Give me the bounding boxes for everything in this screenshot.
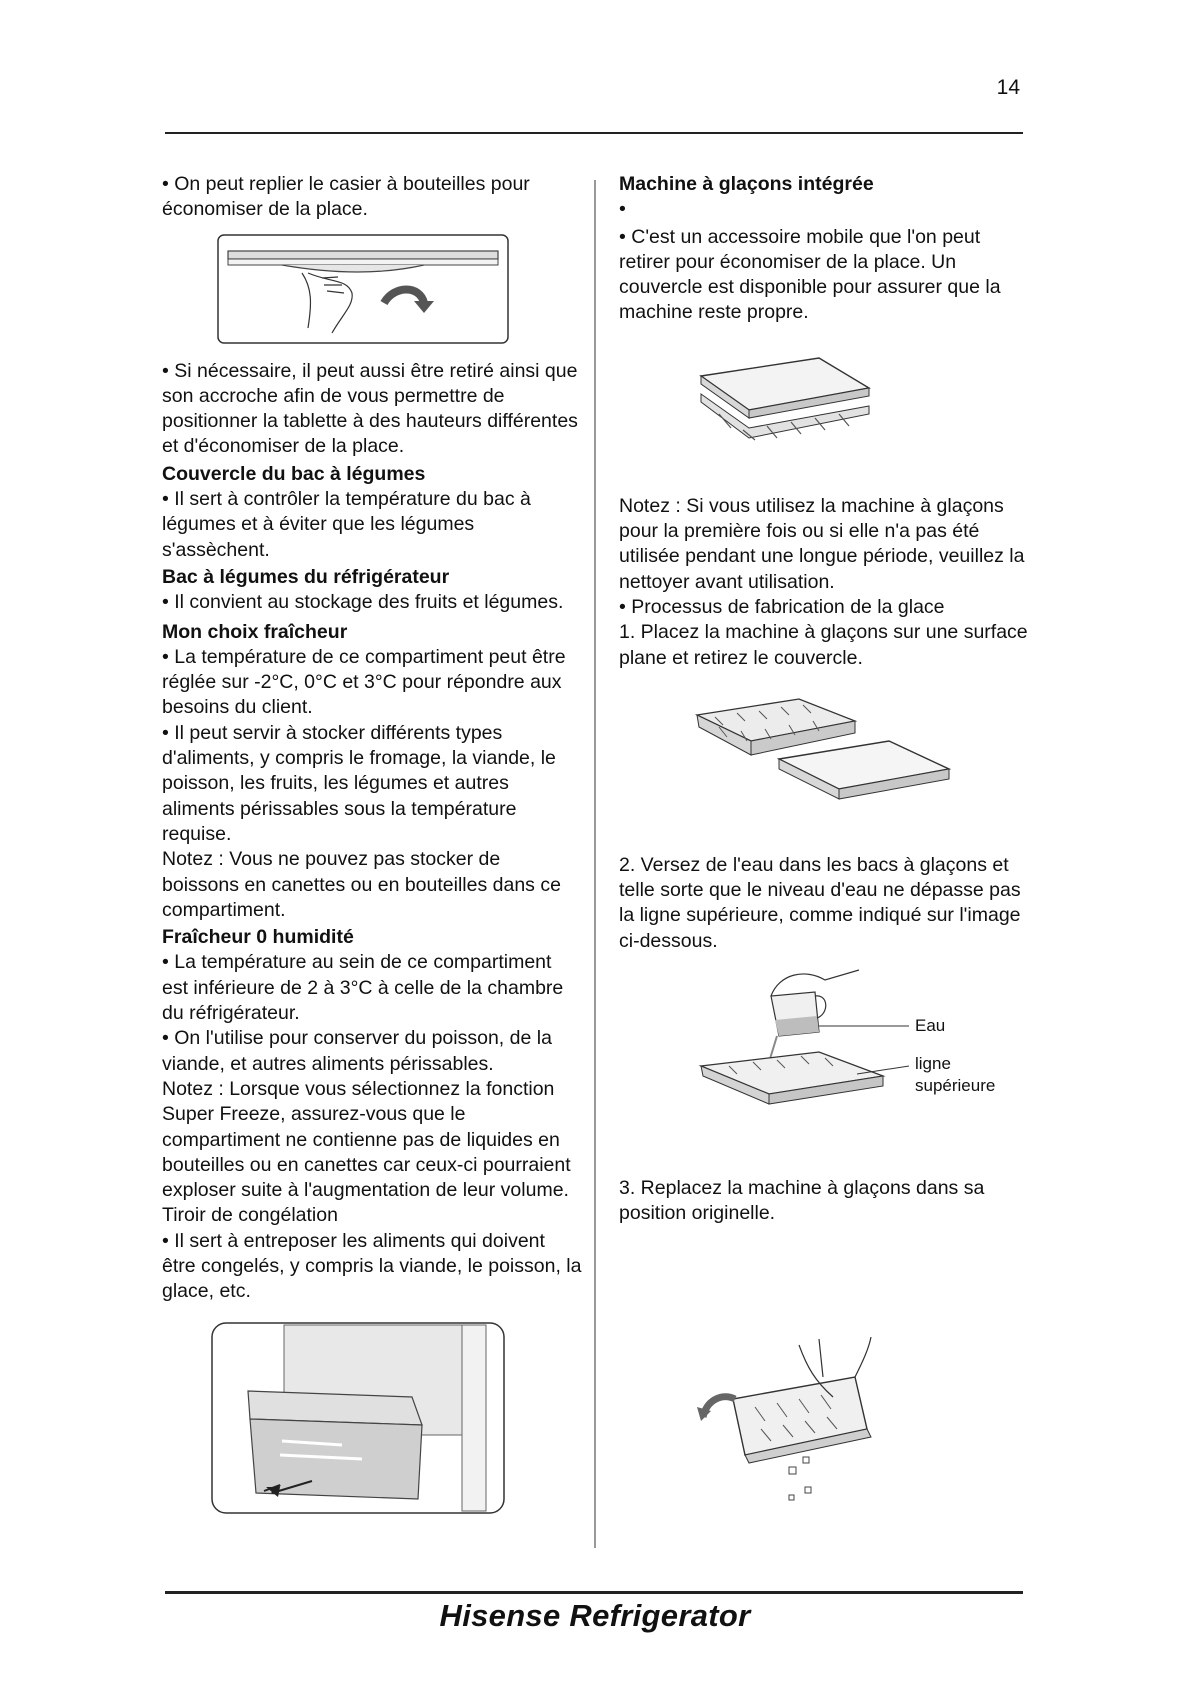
paragraph: 2. Versez de l'eau dans les bacs à glaçons et telle sorte que le niveau d'eau ne dépasse pas la ligne supérieure, comme indiqué sur l'image ci-dessous. bbox=[619, 853, 1021, 952]
paragraph: • Si nécessaire, il peut aussi être retiré ainsi que son accroche afin de vous permettre de positionner la tablette à des hauteurs différentes et d'économiser de la place. bbox=[162, 359, 578, 458]
paragraph: • Il sert à entreposer les aliments qui doivent être congelés, y compris la viande, le poisson, la glace, etc. bbox=[162, 1229, 582, 1303]
paragraph: • La température de ce compartiment peut être réglée sur -2°C, 0°C et 3°C pour répondre aux besoins du client. bbox=[162, 645, 566, 719]
footer-rule bbox=[165, 1591, 1023, 1594]
note: Notez : Lorsque vous sélectionnez la fonction Super Freeze, assurez-vous que le compartiment ne contienne pas de liquides en bouteilles ou en canettes car ceux-ci pourraient exploser suite à l'augmentation de leur volume. bbox=[162, 1077, 571, 1202]
paragraph: • On l'utilise pour conserver du poisson, de la viande, et autres aliments périssables. bbox=[162, 1027, 552, 1075]
ice-release-illustration bbox=[619, 1337, 1029, 1527]
paragraph: • Il sert à contrôler la température du bac à légumes et à éviter que les légumes s'assèchent. bbox=[162, 488, 531, 561]
water-filling-illustration bbox=[619, 966, 1029, 1116]
paragraph: • Il convient au stockage des fruits et légumes. bbox=[162, 591, 564, 614]
paragraph: • Processus de fabrication de la glace bbox=[619, 595, 945, 618]
ice-maker-closed-figure bbox=[619, 348, 1029, 478]
paragraph: • On peut replier le casier à bouteilles pour économiser de la place. bbox=[162, 173, 530, 221]
ice-maker-open-illustration bbox=[619, 685, 1029, 839]
paragraph: 1. Placez la machine à glaçons sur une surface plane et retirez le couvercle. bbox=[619, 621, 1028, 669]
left-column bbox=[162, 172, 582, 1517]
paragraph: Tiroir de congélation bbox=[162, 1204, 338, 1227]
bottle-rack-illustration bbox=[162, 233, 582, 349]
empty-bullet: • bbox=[619, 198, 626, 221]
freezer-drawer-illustration bbox=[162, 1321, 582, 1517]
column-divider bbox=[594, 180, 596, 1548]
right-column bbox=[619, 172, 1029, 1527]
bottle-rack-figure bbox=[162, 233, 582, 349]
section-heading: Mon choix fraîcheur bbox=[162, 620, 348, 643]
paragraph: • C'est un accessoire mobile que l'on peut retirer pour économiser de la place. Un couvercle est disponible pour assurer que la machine reste propre. bbox=[619, 225, 1001, 324]
ice-maker-with-lid-illustration bbox=[619, 348, 1029, 478]
ice-release-figure bbox=[619, 1337, 1029, 1527]
freezer-drawer-figure bbox=[162, 1321, 582, 1517]
page-number: 14 bbox=[996, 76, 1020, 99]
note: Notez : Vous ne pouvez pas stocker de boissons en canettes ou en bouteilles dans ce compartiment. bbox=[162, 848, 561, 921]
section-heading: Couvercle du bac à légumes bbox=[162, 462, 426, 485]
header-rule bbox=[165, 132, 1023, 134]
water-label: Eau bbox=[915, 1016, 946, 1036]
section-heading: Fraîcheur 0 humidité bbox=[162, 926, 354, 949]
brand-footer: Hisense Refrigerator bbox=[439, 1598, 751, 1633]
paragraph: • Il peut servir à stocker différents types d'aliments, y compris le fromage, la viande, le poisson, les fruits, les légumes et autres aliments périssables sous la température requise. bbox=[162, 721, 556, 845]
section-heading: Bac à légumes du réfrigérateur bbox=[162, 565, 450, 588]
ice-maker-open-figure bbox=[619, 685, 1029, 839]
paragraph: 3. Replacez la machine à glaçons dans sa position originelle. bbox=[619, 1177, 985, 1225]
section-heading: Machine à glaçons intégrée bbox=[619, 173, 874, 195]
paragraph: • La température au sein de ce compartiment est inférieure de 2 à 3°C à celle de la chambre du réfrigérateur. bbox=[162, 951, 564, 1025]
upper-line-label: ligne supérieure bbox=[915, 1054, 996, 1096]
note: Notez : Si vous utilisez la machine à glaçons pour la première fois ou si elle n'a pas été utilisée pendant une longue période, veuillez la nettoyer avant utilisation. bbox=[619, 494, 1025, 593]
